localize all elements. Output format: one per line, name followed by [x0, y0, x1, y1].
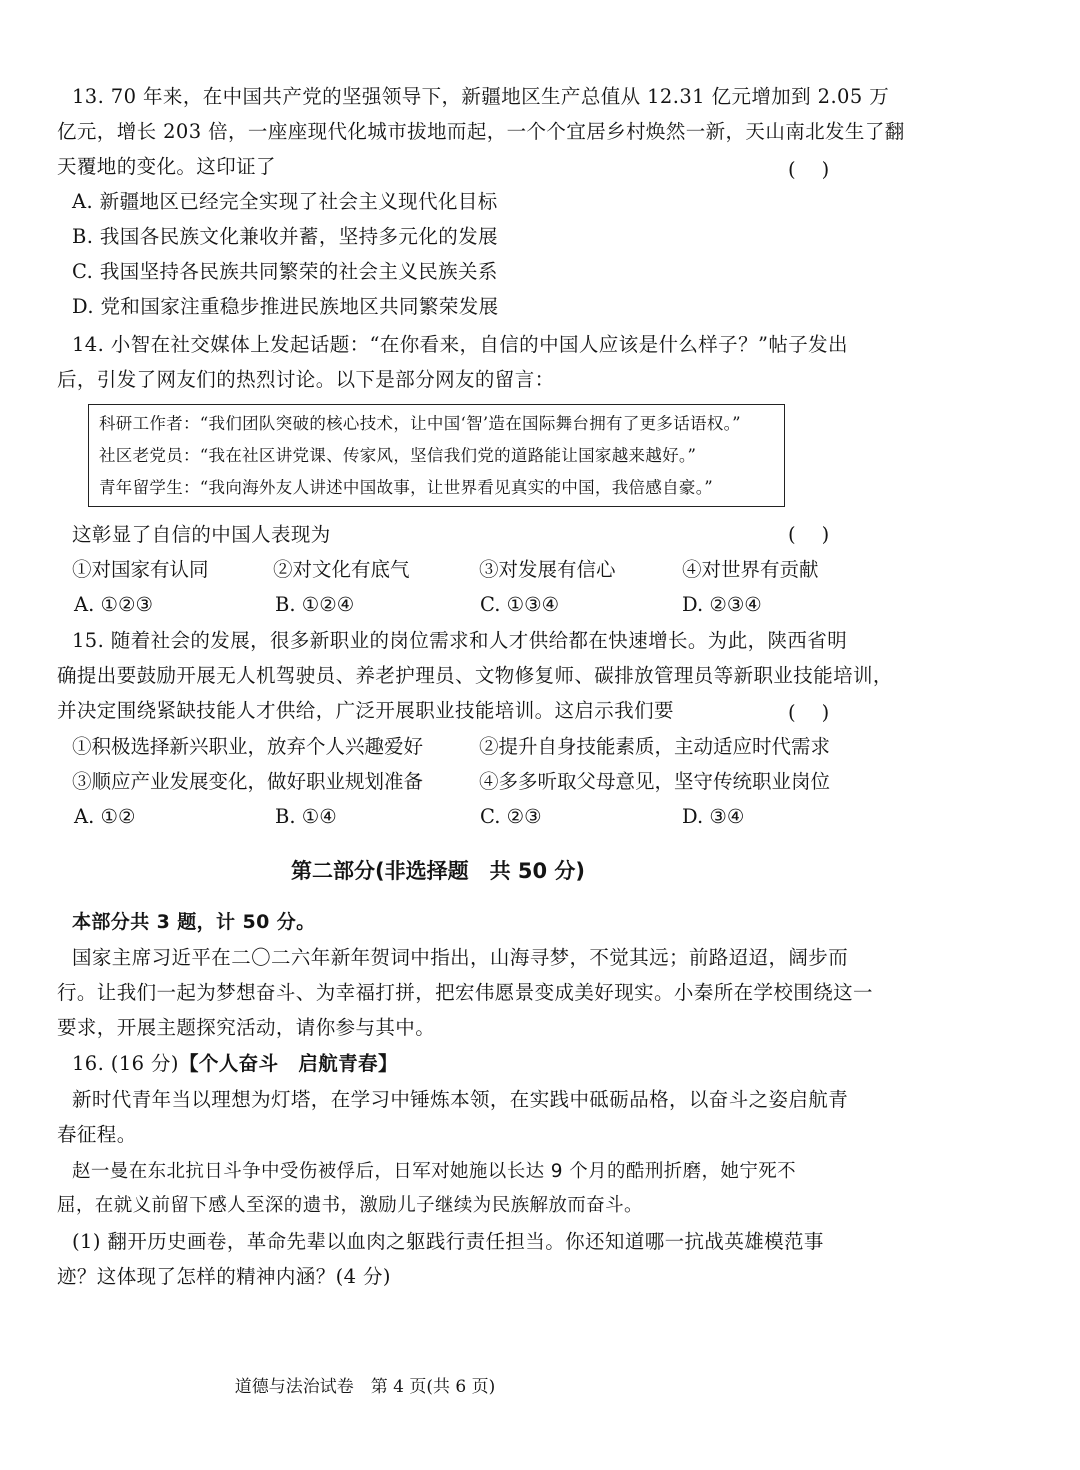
q15-item-3: ③顺应产业发展变化，做好职业规划准备 — [72, 770, 424, 793]
q14-choice-b: B. ①②④ — [275, 593, 355, 616]
q15-line-3: 并决定围绕紧缺技能人才供给，广泛开展职业技能培训。这启示我们要 — [57, 699, 674, 722]
q14-choice-a: A. ①②③ — [74, 593, 153, 616]
part2-intro-3: 要求，开展主题探究活动，请你参与其中。 — [57, 1016, 436, 1039]
q15-choice-d: D. ③④ — [682, 805, 745, 828]
q15-item-1: ①积极选择新兴职业，放弃个人兴趣爱好 — [72, 735, 424, 758]
q16-number: 16. (16 分) — [72, 1052, 179, 1075]
q14-line-2: 后，引发了网友们的热烈讨论。以下是部分网友的留言： — [57, 368, 555, 391]
q16-header — [72, 1051, 398, 1077]
q13-option-d: D. 党和国家注重稳步推进民族地区共同繁荣发展 — [72, 295, 499, 318]
quote-party-member: 社区老党员：“我在社区讲党课、传家风，坚信我们党的道路能让国家越来越好。” — [99, 446, 697, 465]
q16-p2-line-1: 赵一曼在东北抗日斗争中受伤被俘后，日军对她施以长达 9 个月的酷刑折磨，她宁死不 — [72, 1161, 797, 1182]
q16-sub1-line-1: (1) 翻开历史画卷，革命先辈以血肉之躯践行责任担当。你还知道哪一抗战英雄模范事 — [72, 1230, 824, 1253]
q14-answer-paren: () — [788, 523, 856, 546]
q15-choice-b: B. ①④ — [275, 805, 337, 828]
q15-choice-a: A. ①② — [74, 805, 136, 828]
q16-heading: 【个人奋斗 启航青春】 — [178, 1052, 398, 1075]
q14-line-1: 14. 小智在社交媒体上发起话题：“在你看来，自信的中国人应该是什么样子？”帖子发出 — [72, 333, 848, 356]
q13-answer-paren: () — [788, 158, 856, 181]
q16-p1-line-1: 新时代青年当以理想为灯塔，在学习中锤炼本领，在实践中砥砺品格，以奋斗之姿启航青 — [72, 1088, 849, 1111]
quote-student: 青年留学生：“我向海外友人讲述中国故事，让世界看见真实的中国，我倍感自豪。” — [99, 478, 714, 497]
part2-intro-2: 行。让我们一起为梦想奋斗、为幸福打拼，把宏伟愿景变成美好现实。小秦所在学校围绕这一 — [57, 981, 873, 1004]
q16-p1-line-2: 春征程。 — [57, 1123, 137, 1146]
q13-option-a: A. 新疆地区已经完全实现了社会主义现代化目标 — [72, 190, 498, 213]
quote-researcher: 科研工作者：“我们团队突破的核心技术，让中国‘智’造在国际舞台拥有了更多话语权。” — [99, 414, 741, 433]
q15-line-2: 确提出要鼓励开展无人机驾驶员、养老护理员、文物修复师、碳排放管理员等新职业技能培训， — [57, 664, 893, 687]
q14-item-4: ④对世界有贡献 — [682, 558, 819, 581]
q16-p2-line-2: 屈，在就义前留下感人至深的遗书，激励儿子继续为民族解放而奋斗。 — [57, 1195, 643, 1216]
q13-option-b: B. 我国各民族文化兼收并蓄，坚持多元化的发展 — [72, 225, 498, 248]
q14-item-1: ①对国家有认同 — [72, 558, 209, 581]
q15-choice-c: C. ②③ — [480, 805, 542, 828]
part2-title: 第二部分(非选择题 共 50 分) — [290, 859, 586, 883]
q14-choice-c: C. ①③④ — [480, 593, 560, 616]
q13-line-3: 天覆地的变化。这印证了 — [57, 155, 276, 178]
q14-item-3: ③对发展有信心 — [479, 558, 616, 581]
q14-choice-d: D. ②③④ — [682, 593, 762, 616]
q14-stem: 这彰显了自信的中国人表现为 — [72, 523, 331, 546]
q15-answer-paren: () — [788, 701, 856, 724]
q14-item-2: ②对文化有底气 — [273, 558, 410, 581]
q15-line-1: 15. 随着社会的发展，很多新职业的岗位需求和人才供给都在快速增长。为此，陕西省明 — [72, 629, 848, 652]
q16-sub1-line-2: 迹？这体现了怎样的精神内涵？(4 分) — [57, 1265, 391, 1288]
q13-option-c: C. 我国坚持各民族共同繁荣的社会主义民族关系 — [72, 260, 498, 283]
q15-item-2: ②提升自身技能素质，主动适应时代需求 — [479, 735, 831, 758]
q14-quote-box — [88, 404, 785, 507]
q13-line-2: 亿元，增长 203 倍，一座座现代化城市拔地而起，一个个宜居乡村焕然一新，天山南北发生了翻 — [57, 120, 905, 143]
q15-item-4: ④多多听取父母意见，坚守传统职业岗位 — [479, 770, 831, 793]
part2-intro-1: 国家主席习近平在二〇二六年新年贺词中指出，山海寻梦，不觉其远；前路迢迢，阔步而 — [72, 946, 849, 969]
q13-line-1: 13. 70 年来，在中国共产党的坚强领导下，新疆地区生产总值从 12.31 亿元增加到 2.05 万 — [72, 85, 890, 108]
part2-note: 本部分共 3 题，计 50 分。 — [72, 911, 316, 933]
page-footer: 道德与法治试卷 第 4 页(共 6 页) — [234, 1377, 496, 1397]
